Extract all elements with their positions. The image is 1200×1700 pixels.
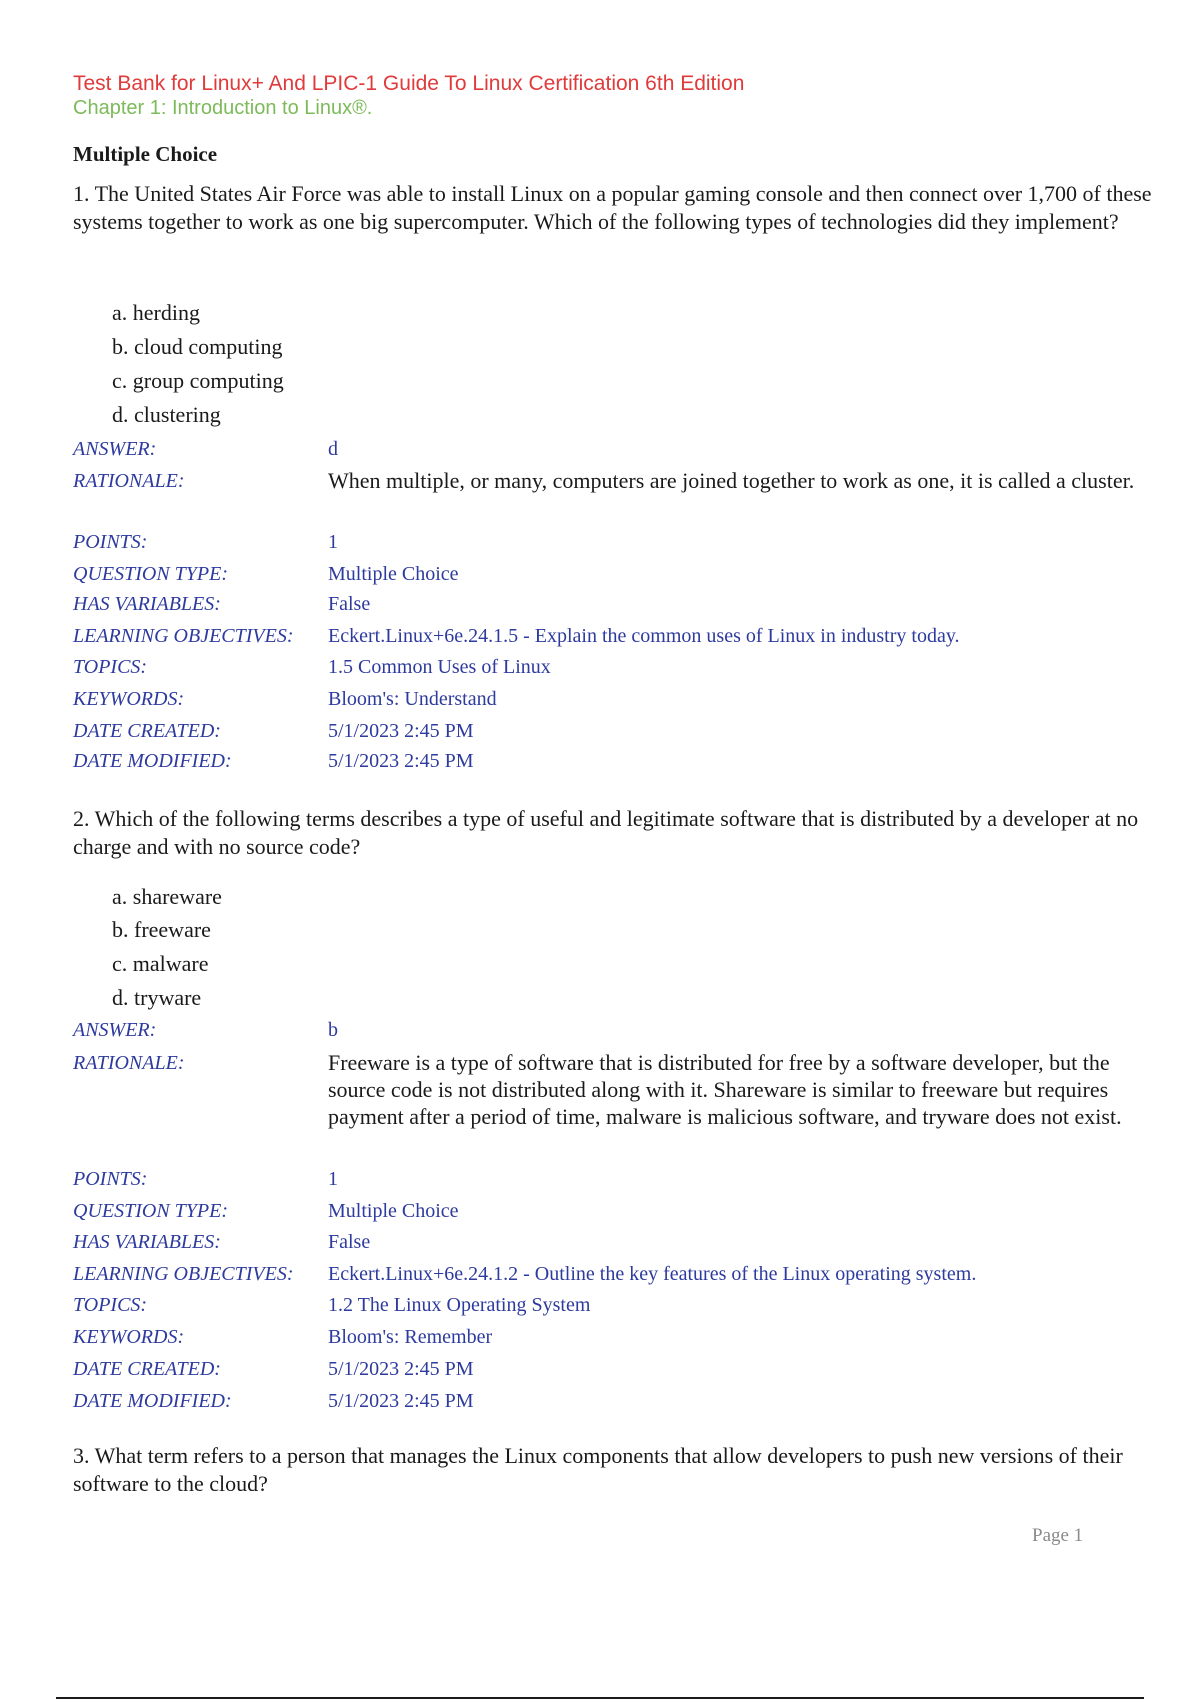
rationale-label: RATIONALE: — [73, 1052, 185, 1074]
question-2-choice-c: c. malware — [112, 951, 209, 976]
rationale-label: RATIONALE: — [73, 470, 185, 492]
question-1-choice-d: d. clustering — [112, 402, 221, 427]
date-modified-label: DATE MODIFIED: — [73, 1390, 232, 1412]
keywords-label: KEYWORDS: — [73, 1326, 185, 1348]
question-1-date-created: 5/1/2023 2:45 PM — [328, 720, 474, 742]
question-type-label: QUESTION TYPE: — [73, 563, 229, 585]
date-created-label: DATE CREATED: — [73, 720, 221, 742]
points-label: POINTS: — [73, 531, 148, 553]
question-2-type: Multiple Choice — [328, 1200, 459, 1222]
document-title: Test Bank for Linux+ And LPIC-1 Guide To Linux Certification 6th Edition — [73, 72, 745, 95]
question-type-label: QUESTION TYPE: — [73, 1200, 229, 1222]
page-number: Page 1 — [1032, 1525, 1084, 1546]
learning-objectives-label: LEARNING OBJECTIVES: — [73, 1263, 294, 1285]
question-1-points: 1 — [328, 531, 338, 553]
answer-label: ANSWER: — [73, 438, 157, 460]
question-2-choice-a: a. shareware — [112, 884, 222, 909]
question-2-text: 2. Which of the following terms describes a type of useful and legitimate software that is distributed by a developer at no charge and with no source code? — [73, 806, 1139, 859]
question-2-choice-b: b. freeware — [112, 917, 211, 942]
chapter-title: Chapter 1: Introduction to Linux®. — [73, 97, 373, 119]
question-1-type: Multiple Choice — [328, 563, 459, 585]
question-1-text: 1. The United States Air Force was able to install Linux on a popular gaming console and then connect over 1,700 of these systems together to work as one big supercomputer. Which of the following types of technologies did they implement? — [73, 181, 1152, 234]
question-1-choice-b: b. cloud computing — [112, 334, 283, 359]
answer-label: ANSWER: — [73, 1019, 157, 1041]
page-divider — [56, 1697, 1144, 1699]
question-1-choice-a: a. herding — [112, 300, 200, 325]
question-1-has-variables: False — [328, 593, 371, 615]
date-modified-label: DATE MODIFIED: — [73, 750, 232, 772]
question-2-keywords: Bloom's: Remember — [328, 1326, 493, 1348]
topics-label: TOPICS: — [73, 1294, 148, 1316]
date-created-label: DATE CREATED: — [73, 1358, 221, 1380]
has-variables-label: HAS VARIABLES: — [73, 593, 221, 615]
topics-label: TOPICS: — [73, 656, 148, 678]
question-2-topics: 1.2 The Linux Operating System — [328, 1294, 591, 1316]
has-variables-label: HAS VARIABLES: — [73, 1231, 221, 1253]
question-1-date-modified: 5/1/2023 2:45 PM — [328, 750, 474, 772]
question-2-has-variables: False — [328, 1231, 371, 1253]
question-1-topics: 1.5 Common Uses of Linux — [328, 656, 551, 678]
question-2-answer: b — [328, 1019, 338, 1041]
question-2-points: 1 — [328, 1168, 338, 1190]
learning-objectives-label: LEARNING OBJECTIVES: — [73, 625, 294, 647]
points-label: POINTS: — [73, 1168, 148, 1190]
question-1-answer: d — [328, 438, 338, 460]
question-2-date-created: 5/1/2023 2:45 PM — [328, 1358, 474, 1380]
question-2-choice-d: d. tryware — [112, 985, 202, 1010]
question-1-rationale: When multiple, or many, computers are joined together to work as one, it is called a cluster. — [328, 468, 1135, 493]
section-heading: Multiple Choice — [73, 142, 218, 166]
question-2-learning-objectives: Eckert.Linux+6e.24.1.2 - Outline the key features of the Linux operating system. — [328, 1263, 977, 1285]
question-2-date-modified: 5/1/2023 2:45 PM — [328, 1390, 474, 1412]
question-1-choice-c: c. group computing — [112, 368, 284, 393]
question-2-rationale: Freeware is a type of software that is distributed for free by a software developer, but the source code is not distributed along with it. Shareware is similar to freeware but requires payment after a period of time, malware is malicious software, and tryware does not exist. — [328, 1050, 1122, 1129]
keywords-label: KEYWORDS: — [73, 688, 185, 710]
question-3-text: 3. What term refers to a person that manages the Linux components that allow developers to push new versions of their software to the cloud? — [73, 1443, 1123, 1496]
question-1-keywords: Bloom's: Understand — [328, 688, 497, 710]
question-1-learning-objectives: Eckert.Linux+6e.24.1.5 - Explain the common uses of Linux in industry today. — [328, 625, 960, 647]
